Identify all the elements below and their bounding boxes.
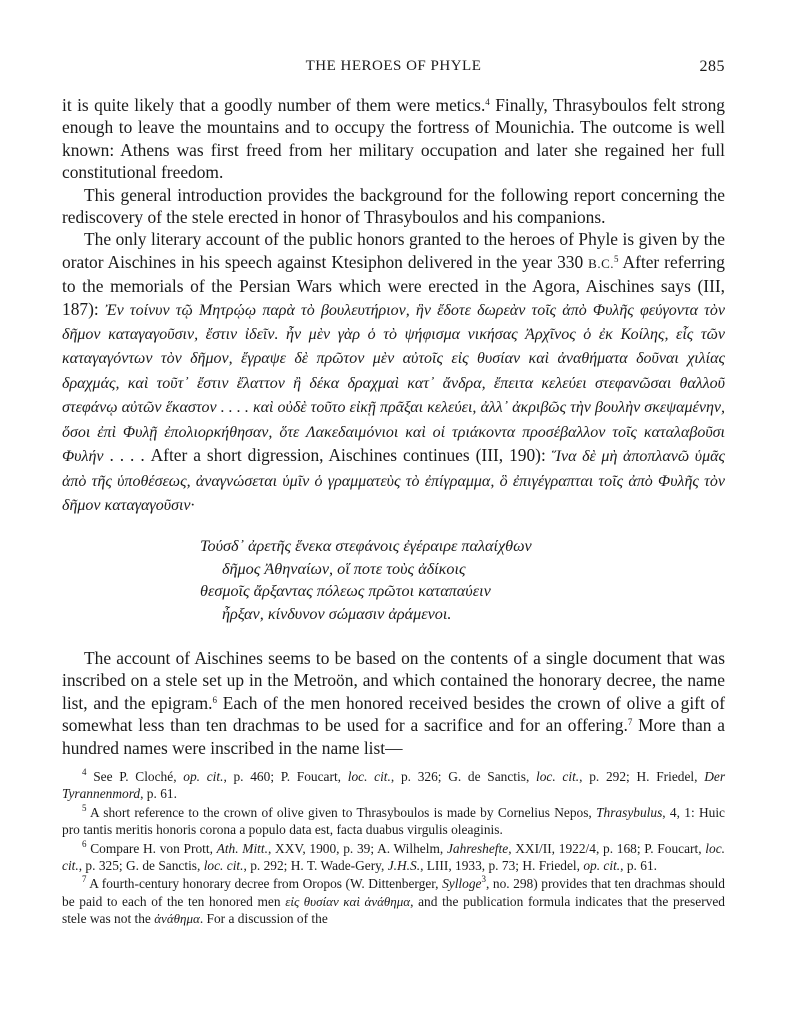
running-header [62,58,725,78]
greek-quote-1: Ἐν τοίνυν τῷ Μητρῴῳ παρὰ τὸ βουλευτήριον, ἣν ἔδοτε δωρεὰν τοῖς ἀπὸ Φυλῆς φεύγοντα τὸν δῆμον καταγαγοῦσιν, ἔστιν ἰδεῖν. ἦν μὲν γὰρ ὁ τὸ ψήφισμα νικήσας Ἀρχῖνος ὁ ἐκ Κοίλης, εἷς τῶν καταγαγόντων τὸν δῆμον, ἔγραψε δὲ πρῶτον μὲν αὐτοῖς εἰς θυσίαν καὶ ἀναθήματα δοῦναι χιλίας δραχμάς, καὶ τοῦτ᾽ ἔστιν ἔλαττον ἢ δέκα δραχμαὶ κατ᾽ ἄνδρα, ἔπειτα κελεύει στεφανῶσαι θαλλοῦ στεφάνῳ αὐτῶν ἕκαστον . . . . καὶ οὐδὲ τοῦτο εἰκῇ πρᾶξαι κελεύει, ἀλλ᾽ ἀκριβῶς τὴν βουλὴν σκεψαμένην, ὅσοι ἐπὶ Φυλῇ ἐπολιορκήθησαν, ὅτε Λακεδαιμόνιοι καὶ οἱ τριάκοντα προσέβαλλον τοῖς καταλαβοῦσι Φυλήν [62,301,725,466]
footnote-4-text: , p. 292; H. Friedel, [579,769,705,784]
footnote-4-italic: Der Tyrannenmord [62,769,726,802]
footnote-7-number: 7 [82,874,87,885]
footnote-6-text: , p. 325; G. de Sanctis, [78,858,204,874]
footnote-ref-6: 6 [212,694,217,705]
footnote-5 [62,804,725,839]
footnote-7-text: , and the publication formula indicates that the preserved stele was not the [62,893,725,927]
footnote-6-italic: op. cit. [583,858,621,874]
footnote-6-text: , p. 292; H. T. Wade-Gery, [243,858,388,874]
footnotes [62,768,725,929]
footnote-4-number: 4 [82,767,87,777]
paragraph-3-text-b: After referring to the memorials of the Persian Wars which were erected in the Agora, Aischines says (III, 187): [62,251,725,319]
main-text [62,94,725,759]
footnote-4 [62,768,725,803]
paragraph-4-text-a: The account of Aischines seems to be based on the contents of a single document that was inscribed on a stele set up in the Metroön, and which contained the honorary decree, the name list, and the epigram. [62,647,725,713]
footnote-4-italic: loc. cit. [536,769,580,784]
footnote-7-edition: 3 [481,874,486,885]
footnote-6-number: 6 [82,838,87,849]
epigram-line-2: δῆμος Ἀθηναίων, οἵ ποτε τοὺς ἀδίκοις [222,559,466,578]
epigram [200,535,725,625]
footnote-6-italic: J.H.S. [387,858,421,874]
footnote-4-text: , p. 326; G. de Sanctis, [390,769,537,784]
footnote-6-italic: Jahreshefte [446,840,509,856]
footnote-4-italic: op. cit. [183,769,224,784]
footnote-ref-4: 4 [485,97,490,107]
footnote-7-text: . For a discussion of the [199,911,328,927]
footnote-4-text: See P. Cloché, [86,769,184,784]
footnote-ref-7: 7 [627,717,633,728]
footnote-6-text: , p. 61. [620,858,657,874]
footnote-7-greek: ἀνάθημα [154,911,200,927]
epigram-line-1: Τούσδ᾽ ἀρετῆς ἕνεκα στεφάνοις ἐγέραιρε παλαίχθων [200,537,532,556]
running-title: THE HEROES OF PHYLE [305,58,482,74]
footnote-6-text: Compare H. von Prott, [86,840,217,856]
footnote-5-italic: Thrasybulus [596,804,663,820]
footnote-7 [62,875,725,927]
footnote-6 [62,840,725,875]
footnote-ref-5: 5 [614,253,619,264]
greek-quote-2: Ἵνα δὲ μὴ ἀποπλανῶ ὑμᾶς ἀπὸ τῆς ὑποθέσεως, ἀναγνώσεται ὑμῖν ὁ γραμματεὺς τὸ ἐπίγραμμα, ὃ ἐπιγέγραπται τοῖς ἀπὸ Φυλῆς τὸν δῆμον καταγαγοῦσιν· [62,448,725,514]
footnote-4-italic: loc. cit. [347,769,391,784]
footnote-4-text: , p. 460; P. Foucart, [223,769,348,784]
paragraph-1-text-a: it is quite likely that a goodly number of them were metics. [62,95,486,115]
footnote-7-text: , no. 298) provides that ten drachmas should be paid to each of the ten honored men [62,876,725,909]
paragraph-3-text-c: . . . . After a short digression, Aischines continues (III, 190): [103,445,552,466]
paragraph-4-text-c: More than a hundred names were inscribed in the name list— [62,715,726,758]
paragraph-4 [62,647,725,759]
footnote-4-text: , p. 61. [140,786,177,802]
footnote-7-italic: Sylloge [442,876,482,892]
footnote-6-text: , XXI/II, 1922/4, p. 168; P. Foucart, [508,840,706,856]
epigram-line-4: ἦρξαν, κίνδυνον σώμασιν ἀράμενοι. [222,604,452,623]
footnote-5-text: , 4, 1: Huic pro tantis meritis honoris corona a populo data est, facta duabus virgulis oleaginis. [62,804,725,838]
paragraph-2: This general introduction provides the background for the following report concerning the rediscovery of the stele erected in honor of Thrasyboulos and his companions. [62,184,725,228]
footnote-7-greek: εἰς θυσίαν καὶ ἀνάθημα [285,893,411,909]
footnote-5-number: 5 [82,802,87,813]
footnote-5-text: A short reference to the crown of olive given to Thrasyboulos is made by Cornelius Nepos, [86,804,597,820]
bc-abbrev: B.C. [588,255,614,271]
footnote-6-italic: loc. cit. [62,840,725,874]
footnote-7-text: A fourth-century honorary decree from Oropos (W. Dittenberger, [86,876,443,892]
page-number: 285 [699,58,725,75]
paragraph-1-text-b: Finally, Thrasyboulos felt strong enough to leave the mountains and to occupy the fortress of Mounichia. The outcome is well known: Athens was first freed from her military occupation and later she regained her full constitutional freedom. [62,95,725,183]
footnote-6-italic: loc. cit. [203,858,244,874]
paragraph-3-text-a: The only literary account of the public honors granted to the heroes of Phyle is given by the orator Aischines in his speech against Ktesiphon delivered in the year 330 [62,229,725,272]
footnote-6-italic: Ath. Mitt. [216,840,268,856]
footnote-6-text: , LIII, 1933, p. 73; H. Friedel, [420,858,584,874]
paragraph-3 [62,228,725,517]
paragraph-4-text-b: Each of the men honored received besides the crown of olive a gift of somewhat less than ten drachmas to be used for a sacrifice and for an offering. [62,692,725,736]
footnote-6-text: , XXV, 1900, p. 39; A. Wilhelm, [267,840,447,856]
paragraph-1 [62,94,725,184]
epigram-line-3: θεσμοῖς ἄρξαντας πόλεως πρῶτοι καταπαύειν [200,582,491,601]
